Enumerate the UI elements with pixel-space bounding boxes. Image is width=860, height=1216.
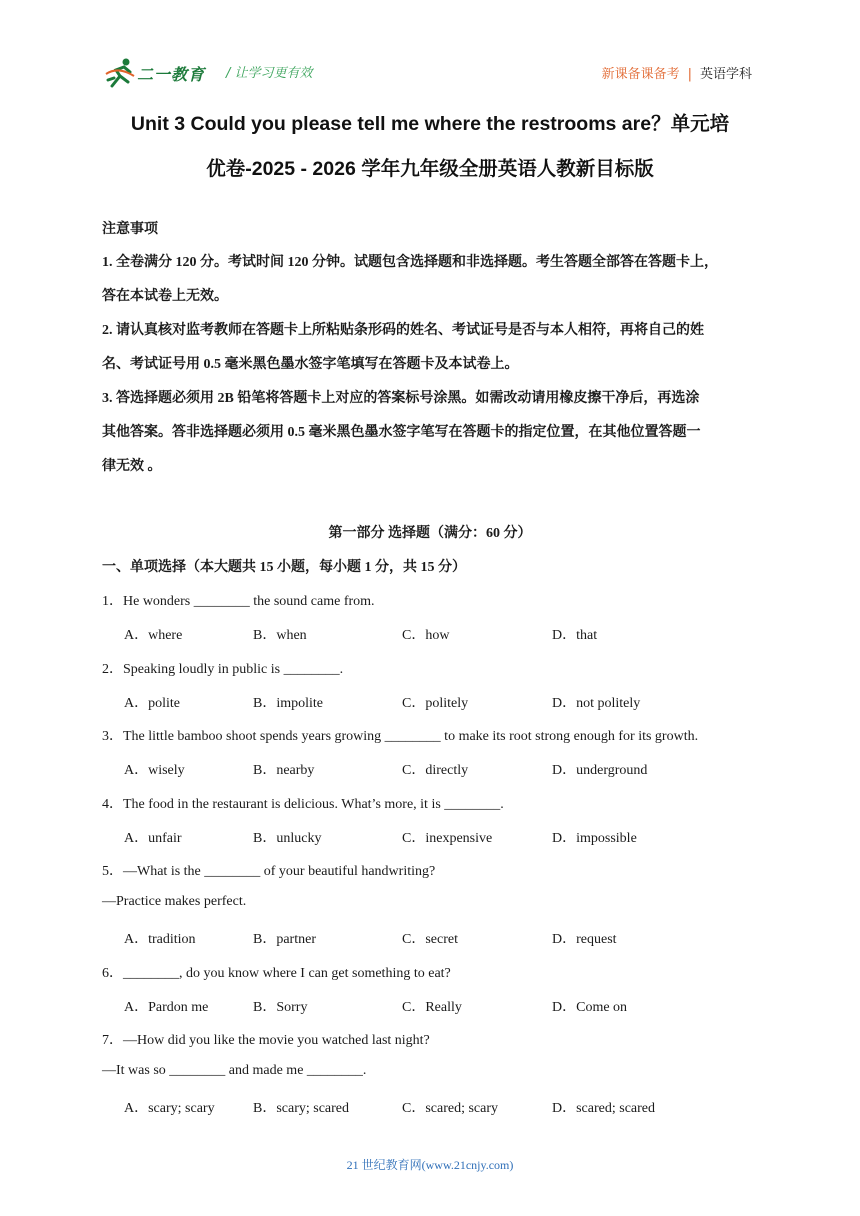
option-c: C．directly — [402, 763, 469, 778]
notes-line: 3. 答选择题必须用 2B 铅笔将答题卡上对应的答案标号涂黑。如需改动请用橡皮擦干净后，再选涂 — [102, 391, 700, 406]
question-stem: 7．—How did you like the movie you watched last night? — [102, 1033, 430, 1048]
question-answer-line: —Practice makes perfect. — [102, 894, 247, 909]
option-c: C．politely — [402, 696, 469, 711]
section-title: 第一部分 选择题（满分：60 分） — [328, 526, 532, 541]
option-b: B．partner — [253, 932, 316, 947]
option-a: A．where — [124, 628, 183, 643]
question-stem: 6．________, do you know where I can get something to eat? — [102, 966, 451, 981]
option-d: D．scared; scared — [552, 1101, 656, 1116]
document-title-line-1: Unit 3 Could you please tell me where the restrooms are？单元培 — [130, 113, 730, 135]
header-course-label: 新课备课备考 — [601, 67, 680, 82]
question-stem: 5．—What is the ________ of your beautiful handwriting? — [102, 864, 436, 879]
option-c: C．secret — [402, 932, 458, 947]
header-right — [602, 63, 752, 82]
logo-text: 二一教育 — [137, 65, 206, 84]
section-subtitle: 一、单项选择（本大题共 15 小题，每小题 1 分，共 15 分） — [102, 560, 466, 575]
question-answer-line: —It was so ________ and made me ________. — [102, 1063, 367, 1078]
option-a: A．scary; scary — [124, 1101, 215, 1116]
document-title-line-2: 优卷-2025 - 2026 学年九年级全册英语人教新目标版 — [206, 158, 654, 180]
option-b: B．Sorry — [253, 1000, 308, 1015]
notes-line: 名、考试证号用 0.5 毫米黑色墨水签字笔填写在答题卡及本试卷上。 — [102, 357, 519, 372]
option-b: B．nearby — [253, 763, 315, 778]
option-a: A．unfair — [124, 831, 182, 846]
notes-line: 律无效 。 — [102, 459, 162, 474]
runner-logo-icon — [104, 56, 138, 90]
page-footer: 21 世纪教育网(www.21cnjy.com) — [346, 1158, 514, 1172]
option-d: D．not politely — [552, 696, 641, 711]
question-stem: 2．Speaking loudly in public is ________. — [102, 662, 344, 677]
option-c: C．scared; scary — [402, 1101, 499, 1116]
option-c: C．Really — [402, 1000, 462, 1015]
notes-line: 1. 全卷满分 120 分。考试时间 120 分钟。试题包含选择题和非选择题。考生答题全部答在答题卡上， — [102, 255, 718, 270]
option-d: D．impossible — [552, 831, 637, 846]
option-a: A．polite — [124, 696, 180, 711]
option-a: A．wisely — [124, 763, 185, 778]
header-subject-label: 英语学科 — [699, 67, 752, 82]
question-stem: 4．The food in the restaurant is delicious. What’s more, it is ________. — [102, 797, 504, 812]
option-c: C．how — [402, 628, 450, 643]
notes-line: 答在本试卷上无效。 — [102, 289, 228, 304]
option-b: B．scary; scared — [253, 1101, 350, 1116]
option-d: D．request — [552, 932, 617, 947]
question-stem: 3．The little bamboo shoot spends years growing ________ to make its root strong enough for its growth. — [102, 729, 699, 744]
question-stem: 1．He wonders ________ the sound came from. — [102, 594, 375, 609]
logo — [104, 56, 214, 90]
option-d: D．underground — [552, 763, 648, 778]
page-header — [100, 56, 760, 90]
option-b: B．when — [253, 628, 307, 643]
header-separator: | — [687, 67, 692, 82]
option-b: B．unlucky — [253, 831, 322, 846]
option-d: D．Come on — [552, 1000, 628, 1015]
notes-heading: 注意事项 — [102, 222, 158, 237]
notes-line: 其他答案。答非选择题必须用 0.5 毫米黑色墨水签字笔写在答题卡的指定位置，在其他位置答题一 — [102, 425, 701, 440]
option-c: C．inexpensive — [402, 831, 493, 846]
option-a: A．tradition — [124, 932, 196, 947]
notes-line: 2. 请认真核对监考教师在答题卡上所粘贴条形码的姓名、考试证号是否与本人相符，再将自己的姓 — [102, 323, 704, 338]
header-slogan: / 让学习更有效 — [226, 66, 313, 81]
option-b: B．impolite — [253, 696, 323, 711]
option-a: A．Pardon me — [124, 1000, 209, 1015]
option-d: D．that — [552, 628, 598, 643]
